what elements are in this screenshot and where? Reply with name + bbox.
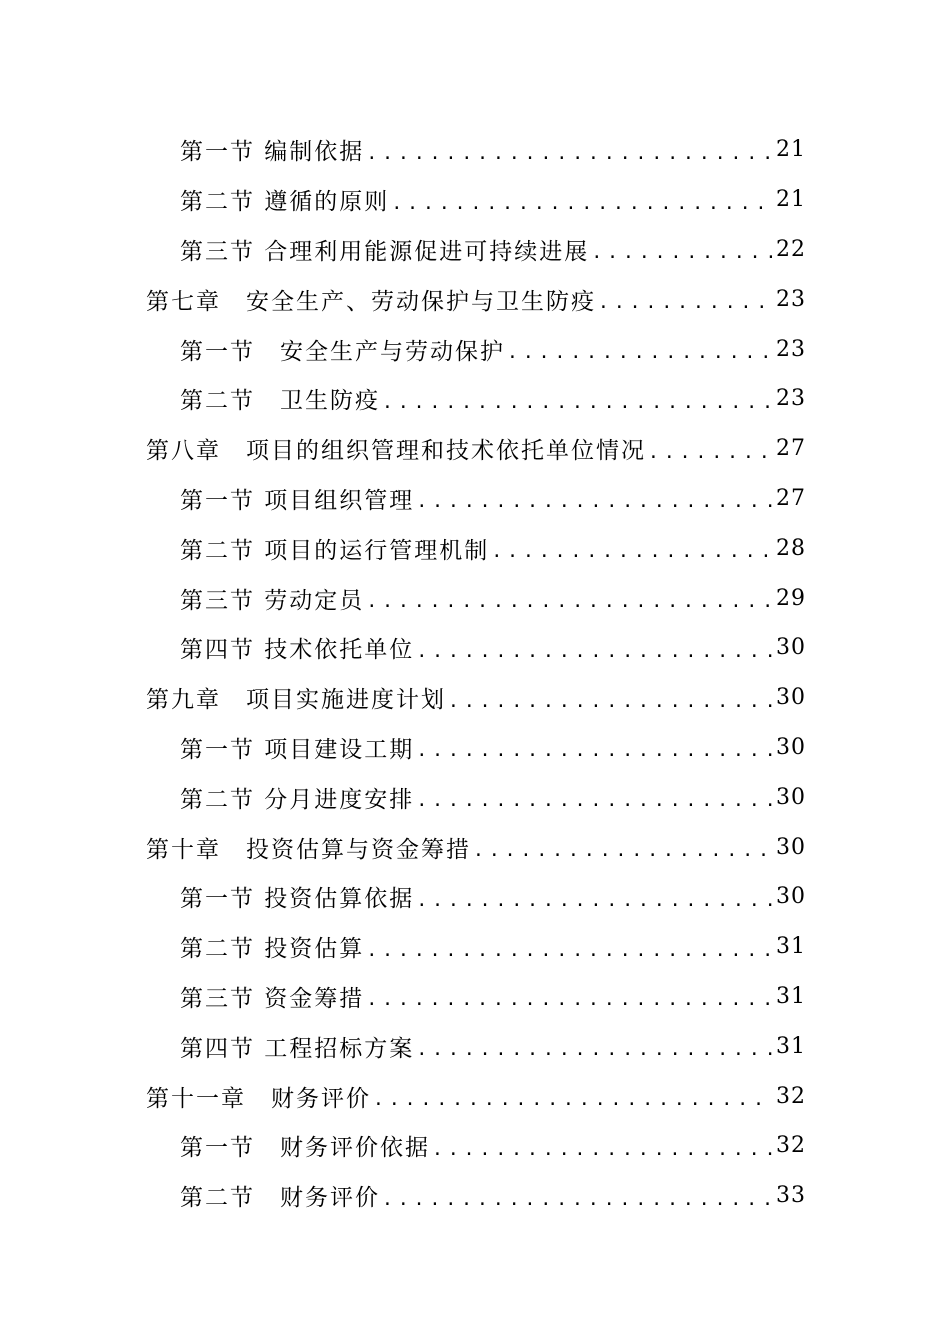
- toc-entry[interactable]: [0, 872, 806, 922]
- toc-page-number: 33: [776, 1183, 806, 1209]
- toc-entry[interactable]: [0, 474, 806, 524]
- dot-leader: [366, 143, 772, 175]
- dot-leader: [366, 940, 772, 972]
- toc-chapter-entry[interactable]: [0, 1071, 806, 1121]
- dot-leader: [416, 1039, 772, 1071]
- toc-entry-title: 第八章 项目的组织管理和技术依托单位情况: [146, 438, 646, 465]
- toc-entry[interactable]: [0, 1021, 806, 1071]
- dot-leader: [432, 1139, 772, 1171]
- toc-entry[interactable]: [0, 374, 806, 424]
- toc-page-number: 32: [776, 1083, 806, 1109]
- toc-page-number: 31: [776, 983, 806, 1009]
- toc-entry[interactable]: [0, 125, 806, 175]
- toc-entry-title: 第十章 投资估算与资金筹措: [146, 836, 471, 863]
- toc-entry-title: 第一节 项目组织管理: [180, 487, 415, 514]
- toc-page-number: 30: [776, 685, 806, 711]
- toc-entry-title: 第二节 遵循的原则: [180, 189, 390, 216]
- toc-entry[interactable]: [0, 772, 806, 822]
- toc-page-number: 21: [776, 137, 806, 163]
- toc-page-number: 27: [776, 485, 806, 511]
- toc-entry-title: 第一节 编制依据: [180, 139, 365, 166]
- toc-page-number: 30: [776, 834, 806, 860]
- dot-leader: [473, 840, 772, 872]
- toc-entry[interactable]: [0, 573, 806, 623]
- toc-entry-title: 第一节 安全生产与劳动保护: [180, 338, 505, 365]
- toc-page-number: 30: [776, 884, 806, 910]
- toc-entry-title: 第二节 卫生防疫: [180, 388, 380, 415]
- toc-page-number: 30: [776, 635, 806, 661]
- toc-entry-title: 第三节 资金筹措: [180, 985, 365, 1012]
- toc-chapter-entry[interactable]: [0, 274, 806, 324]
- toc-entry-title: 第九章 项目实施进度计划: [146, 687, 446, 714]
- toc-entry-title: 第三节 合理利用能源促进可持续进展: [180, 238, 590, 265]
- toc-page-number: 31: [776, 1033, 806, 1059]
- toc-entry[interactable]: [0, 225, 806, 275]
- dot-leader: [416, 491, 772, 523]
- dot-leader: [382, 392, 772, 424]
- toc-entry-title: 第二节 投资估算: [180, 936, 365, 963]
- toc-entry[interactable]: [0, 922, 806, 972]
- toc-entry-title: 第一节 财务评价依据: [180, 1135, 430, 1162]
- toc-entry-title: 第三节 劳动定员: [180, 587, 365, 614]
- dot-leader: [648, 442, 772, 474]
- toc-chapter-entry[interactable]: [0, 424, 806, 474]
- dot-leader: [448, 691, 772, 723]
- dot-leader: [366, 591, 772, 623]
- toc-entry[interactable]: [0, 324, 806, 374]
- dot-leader: [391, 193, 772, 225]
- dot-leader: [491, 541, 772, 573]
- toc-page-number: 28: [776, 535, 806, 561]
- dot-leader: [382, 1189, 772, 1221]
- toc-entry[interactable]: [0, 1121, 806, 1171]
- toc-page-number: 30: [776, 734, 806, 760]
- toc-page-number: 30: [776, 784, 806, 810]
- toc-page-number: 21: [776, 187, 806, 213]
- toc-page-number: 23: [776, 336, 806, 362]
- toc-chapter-entry[interactable]: [0, 822, 806, 872]
- toc-entry-title: 第四节 工程招标方案: [180, 1035, 415, 1062]
- toc-page-number: 23: [776, 386, 806, 412]
- toc-entry-title: 第十一章 财务评价: [146, 1085, 371, 1112]
- toc-page-number: 22: [776, 236, 806, 262]
- dot-leader: [416, 790, 772, 822]
- toc-page-number: 27: [776, 436, 806, 462]
- toc-page-number: 32: [776, 1133, 806, 1159]
- dot-leader: [416, 890, 772, 922]
- toc-page-number: 23: [776, 286, 806, 312]
- toc-entry-title: 第七章 安全生产、劳动保护与卫生防疫: [146, 288, 596, 315]
- toc-entry[interactable]: [0, 1171, 806, 1221]
- toc-entry[interactable]: [0, 623, 806, 673]
- dot-leader: [598, 292, 772, 324]
- toc-entry-title: 第二节 财务评价: [180, 1185, 380, 1212]
- toc-chapter-entry[interactable]: [0, 673, 806, 723]
- dot-leader: [591, 242, 772, 274]
- toc-entry[interactable]: [0, 723, 806, 773]
- dot-leader: [366, 989, 772, 1021]
- toc-entry[interactable]: [0, 175, 806, 225]
- toc-entry[interactable]: [0, 523, 806, 573]
- toc-page-number: 31: [776, 934, 806, 960]
- table-of-contents: [0, 125, 950, 1221]
- toc-entry-title: 第四节 技术依托单位: [180, 637, 415, 664]
- dot-leader: [507, 342, 772, 374]
- toc-entry-title: 第一节 投资估算依据: [180, 886, 415, 913]
- toc-entry-title: 第二节 分月进度安排: [180, 786, 415, 813]
- dot-leader: [416, 641, 772, 673]
- dot-leader: [416, 740, 772, 772]
- toc-entry-title: 第二节 项目的运行管理机制: [180, 537, 490, 564]
- toc-entry-title: 第一节 项目建设工期: [180, 736, 415, 763]
- toc-page-number: 29: [776, 585, 806, 611]
- dot-leader: [373, 1089, 772, 1121]
- toc-entry[interactable]: [0, 972, 806, 1022]
